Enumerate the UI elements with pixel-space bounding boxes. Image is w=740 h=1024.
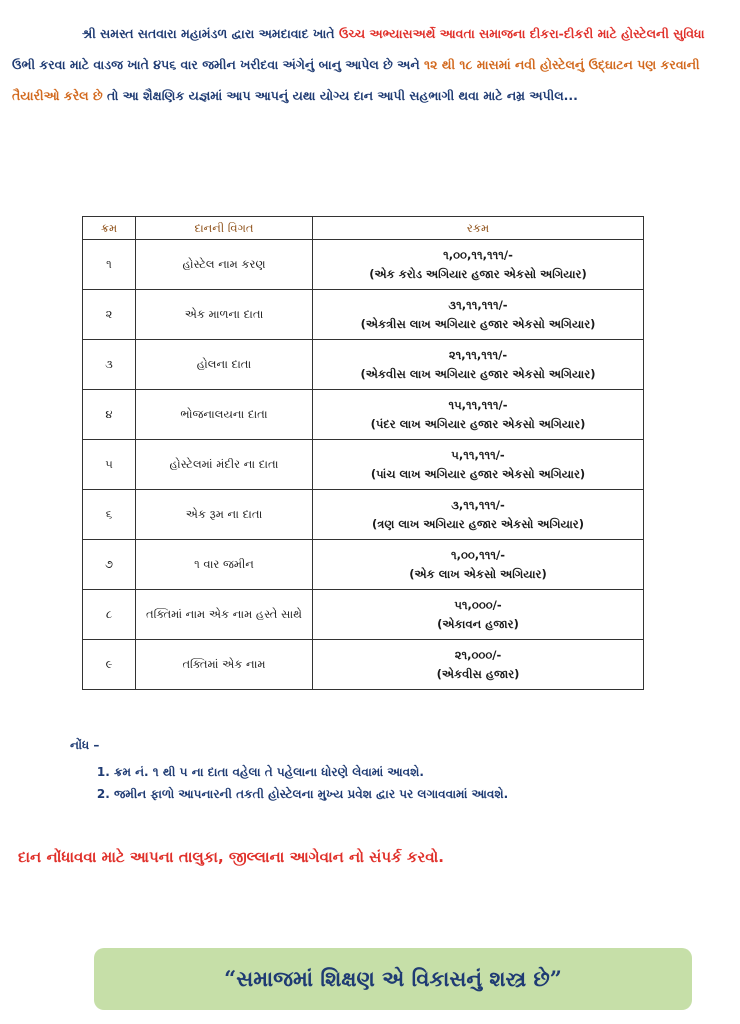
- row-amount-cell: [313, 540, 644, 590]
- row-amount-cell: [313, 490, 644, 540]
- table-row: [83, 540, 644, 590]
- row-amount-words: (પંદર લાખ અગિયાર હજાર એકસો અગિયાર): [370, 416, 586, 431]
- row-amount-words: (એકવીસ લાખ અગિયાર હજાર એકસો અગિયાર): [360, 366, 596, 381]
- row-amount-cell: [313, 590, 644, 640]
- row-detail: હોસ્ટેલ નામ કરણ: [136, 240, 313, 290]
- notes-section: [70, 738, 690, 805]
- intro-paragraph: [12, 18, 724, 111]
- table-row: [83, 340, 644, 390]
- row-amount-words: (પાંચ લાખ અગિયાર હજાર એકસો અગિયાર): [370, 466, 586, 481]
- row-serial: ૯: [83, 640, 136, 690]
- slogan-banner: [94, 948, 692, 1010]
- header-serial: ક્રમ: [83, 217, 136, 240]
- intro-highlight-hostel: ઉચ્ચ અભ્યાસઅર્થે આવતા સમાજના દીકરા-દીકરી માટે હોસ્ટેલની સુવિધા: [338, 26, 705, 41]
- table-row: [83, 390, 644, 440]
- row-amount-words: (ત્રણ લાખ અગિયાર હજાર એકસો અગિયાર): [372, 516, 584, 531]
- row-detail: ભોજનાલયના દાતા: [136, 390, 313, 440]
- row-detail: હોલના દાતા: [136, 340, 313, 390]
- intro-text-2: ઉભી કરવા માટે વાડજ ખાતે ૪૫૬ વાર જમીન ખરીદવા અંગેનું બાનુ આપેલ છે અને: [12, 57, 425, 72]
- row-amount-cell: [313, 440, 644, 490]
- row-amount: ૩,૧૧,૧૧૧/-: [451, 497, 505, 512]
- intro-highlight-timeline: ૧૨ થી ૧૮ માસમાં નવી હોસ્ટેલનું ઉદ્ઘાટન પણ કરવાની તૈયારીઓ કરેલ છે: [12, 57, 700, 103]
- row-amount-words: (એકવીસ હજાર): [436, 666, 520, 681]
- header-amount: રકમ: [313, 217, 644, 240]
- intro-text-3: તો આ શૈક્ષણિક યજ્ઞમાં આપ આપનું યથા યોગ્ય દાન આપી સહભાગી થવા માટે નમ્ર અપીલ...: [102, 88, 578, 103]
- row-detail: એક માળના દાતા: [136, 290, 313, 340]
- row-amount-words: (એક લાખ એકસો અગિયાર): [409, 566, 547, 581]
- row-serial: ૧: [83, 240, 136, 290]
- contact-instruction: દાન નોંધાવવા માટે આપના તાલુકા, જીલ્લાના આગેવાન નો સંપર્ક કરવો.: [18, 848, 445, 866]
- row-detail: એક રૂમ ના દાતા: [136, 490, 313, 540]
- row-detail: ૧ વાર જમીન: [136, 540, 313, 590]
- table-header-row: [83, 217, 644, 240]
- row-amount: ૨૧,૦૦૦/-: [454, 647, 502, 662]
- table-row: [83, 640, 644, 690]
- row-amount: ૫૧,૦૦૦/-: [454, 597, 502, 612]
- row-detail: તક્તિમાં એક નામ: [136, 640, 313, 690]
- header-detail: દાનની વિગત: [136, 217, 313, 240]
- row-amount-words: (એક કરોડ અગિયાર હજાર એકસો અગિયાર): [369, 266, 587, 281]
- row-amount-cell: [313, 240, 644, 290]
- notes-label: નોંધ –: [70, 738, 100, 752]
- row-amount: ૫,૧૧,૧૧૧/-: [451, 447, 505, 462]
- row-amount-words: (એકત્રીસ લાખ અગિયાર હજાર એકસો અગિયાર): [360, 316, 596, 331]
- row-serial: ૨: [83, 290, 136, 340]
- row-amount-cell: [313, 340, 644, 390]
- notes-list: [70, 761, 690, 805]
- table-row: [83, 290, 644, 340]
- row-amount: ૨૧,૧૧,૧૧૧/-: [448, 347, 508, 362]
- table-row: [83, 240, 644, 290]
- row-serial: ૩: [83, 340, 136, 390]
- note-item: 1. ક્રમ નં. ૧ થી ૫ ના દાતા વહેલા તે પહેલાના ધોરણે લેવામાં આવશે.: [114, 761, 690, 783]
- row-detail: તક્તિમાં નામ એક નામ હસ્તે સાથે: [136, 590, 313, 640]
- donation-table: [82, 216, 644, 690]
- row-amount-cell: [313, 390, 644, 440]
- table-row: [83, 590, 644, 640]
- row-amount: ૧૫,૧૧,૧૧૧/-: [448, 397, 508, 412]
- intro-text-1: શ્રી સમસ્ત સતવારા મહામંડળ દ્વારા અમદાવાદ ખાતે: [82, 26, 339, 41]
- row-serial: ૭: [83, 540, 136, 590]
- note-item: 2. જમીન ફાળો આપનારની તકતી હોસ્ટેલના મુખ્ય પ્રવેશ દ્વાર પર લગાવવામાં આવશે.: [114, 783, 690, 805]
- row-amount: ૩૧,૧૧,૧૧૧/-: [448, 297, 508, 312]
- row-amount-cell: [313, 290, 644, 340]
- row-serial: ૪: [83, 390, 136, 440]
- row-detail: હોસ્ટેલમાં મંદીર ના દાતા: [136, 440, 313, 490]
- table-row: [83, 440, 644, 490]
- row-amount-words: (એકાવન હજાર): [437, 616, 519, 631]
- row-amount-cell: [313, 640, 644, 690]
- table-row: [83, 490, 644, 540]
- row-amount: ૧,૦૦,૧૧૧/-: [450, 547, 506, 562]
- row-serial: ૬: [83, 490, 136, 540]
- row-serial: ૮: [83, 590, 136, 640]
- row-serial: ૫: [83, 440, 136, 490]
- slogan-text: “સમાજમાં શિક્ષણ એ વિકાસનું શસ્ત્ર છે”: [224, 966, 562, 991]
- row-amount: ૧,૦૦,૧૧,૧૧૧/-: [443, 247, 513, 262]
